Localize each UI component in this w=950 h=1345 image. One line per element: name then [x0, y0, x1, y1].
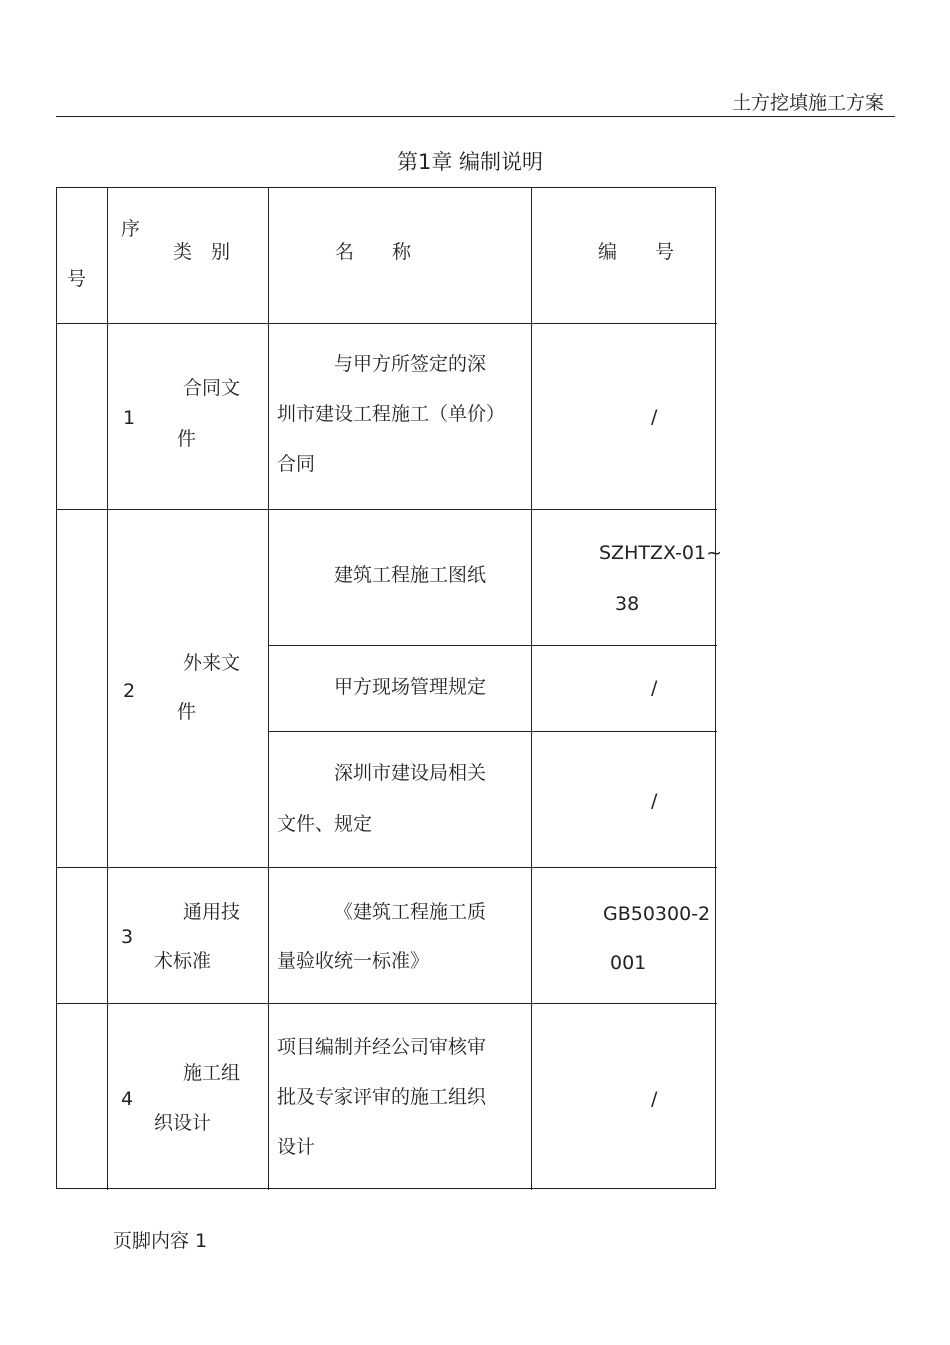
column-divider	[107, 188, 108, 1190]
row-seq: 4	[121, 1088, 134, 1110]
row-seq: 3	[121, 926, 134, 948]
item-code-line: /	[651, 406, 658, 428]
row-category-line: 外来文	[183, 652, 241, 674]
row-seq: 1	[123, 407, 136, 429]
item-name-line: 设计	[277, 1136, 316, 1158]
document-header-title: 土方挖填施工方案	[731, 92, 884, 114]
page-footer: 页脚内容 1	[113, 1230, 208, 1252]
row-divider	[268, 731, 717, 732]
row-category-line: 通用技	[183, 901, 241, 923]
header-code: 编 号	[598, 241, 675, 263]
row-divider	[57, 323, 717, 324]
header-rule	[56, 116, 895, 117]
row-divider	[57, 1003, 717, 1004]
item-code-line: GB50300-2	[603, 903, 711, 925]
item-code-line: /	[651, 677, 658, 699]
header-seq-top: 序	[121, 218, 141, 240]
row-category-line: 件	[177, 428, 197, 450]
row-divider	[57, 867, 717, 868]
row-divider	[268, 645, 717, 646]
item-name-line: 圳市建设工程施工（单价）	[277, 403, 506, 425]
row-divider	[57, 509, 717, 510]
item-name-line: 与甲方所签定的深	[334, 353, 487, 375]
row-category-line: 施工组	[183, 1062, 241, 1084]
item-name-line: 文件、规定	[277, 813, 373, 835]
row-category-line: 件	[177, 701, 197, 723]
chapter-title: 第1章 编制说明	[396, 150, 544, 174]
item-name-line: 深圳市建设局相关	[334, 762, 487, 784]
row-category-line: 织设计	[154, 1112, 212, 1134]
header-seq-bottom: 号	[67, 268, 87, 290]
item-name-line: 甲方现场管理规定	[334, 676, 487, 698]
item-code-line: /	[651, 1088, 658, 1110]
item-name-line: 《建筑工程施工质	[334, 901, 487, 923]
item-code-line: 38	[615, 593, 640, 615]
item-name-line: 合同	[277, 453, 316, 475]
item-code-line: SZHTZX-01~	[599, 542, 723, 564]
item-code-line: /	[651, 790, 658, 812]
column-divider	[268, 188, 269, 1190]
item-name-line: 批及专家评审的施工组织	[277, 1086, 487, 1108]
description-table	[56, 187, 723, 1189]
header-name: 名 称	[335, 241, 412, 263]
column-divider	[531, 188, 532, 1190]
item-name-line: 量验收统一标准》	[277, 950, 430, 972]
item-name-line: 项目编制并经公司审核审	[277, 1036, 487, 1058]
row-category-line: 合同文	[183, 377, 241, 399]
row-seq: 2	[123, 680, 136, 702]
header-category: 类 别	[173, 241, 231, 263]
item-code-line: 001	[610, 952, 647, 974]
item-name-line: 建筑工程施工图纸	[334, 564, 487, 586]
row-category-line: 术标准	[154, 950, 212, 972]
